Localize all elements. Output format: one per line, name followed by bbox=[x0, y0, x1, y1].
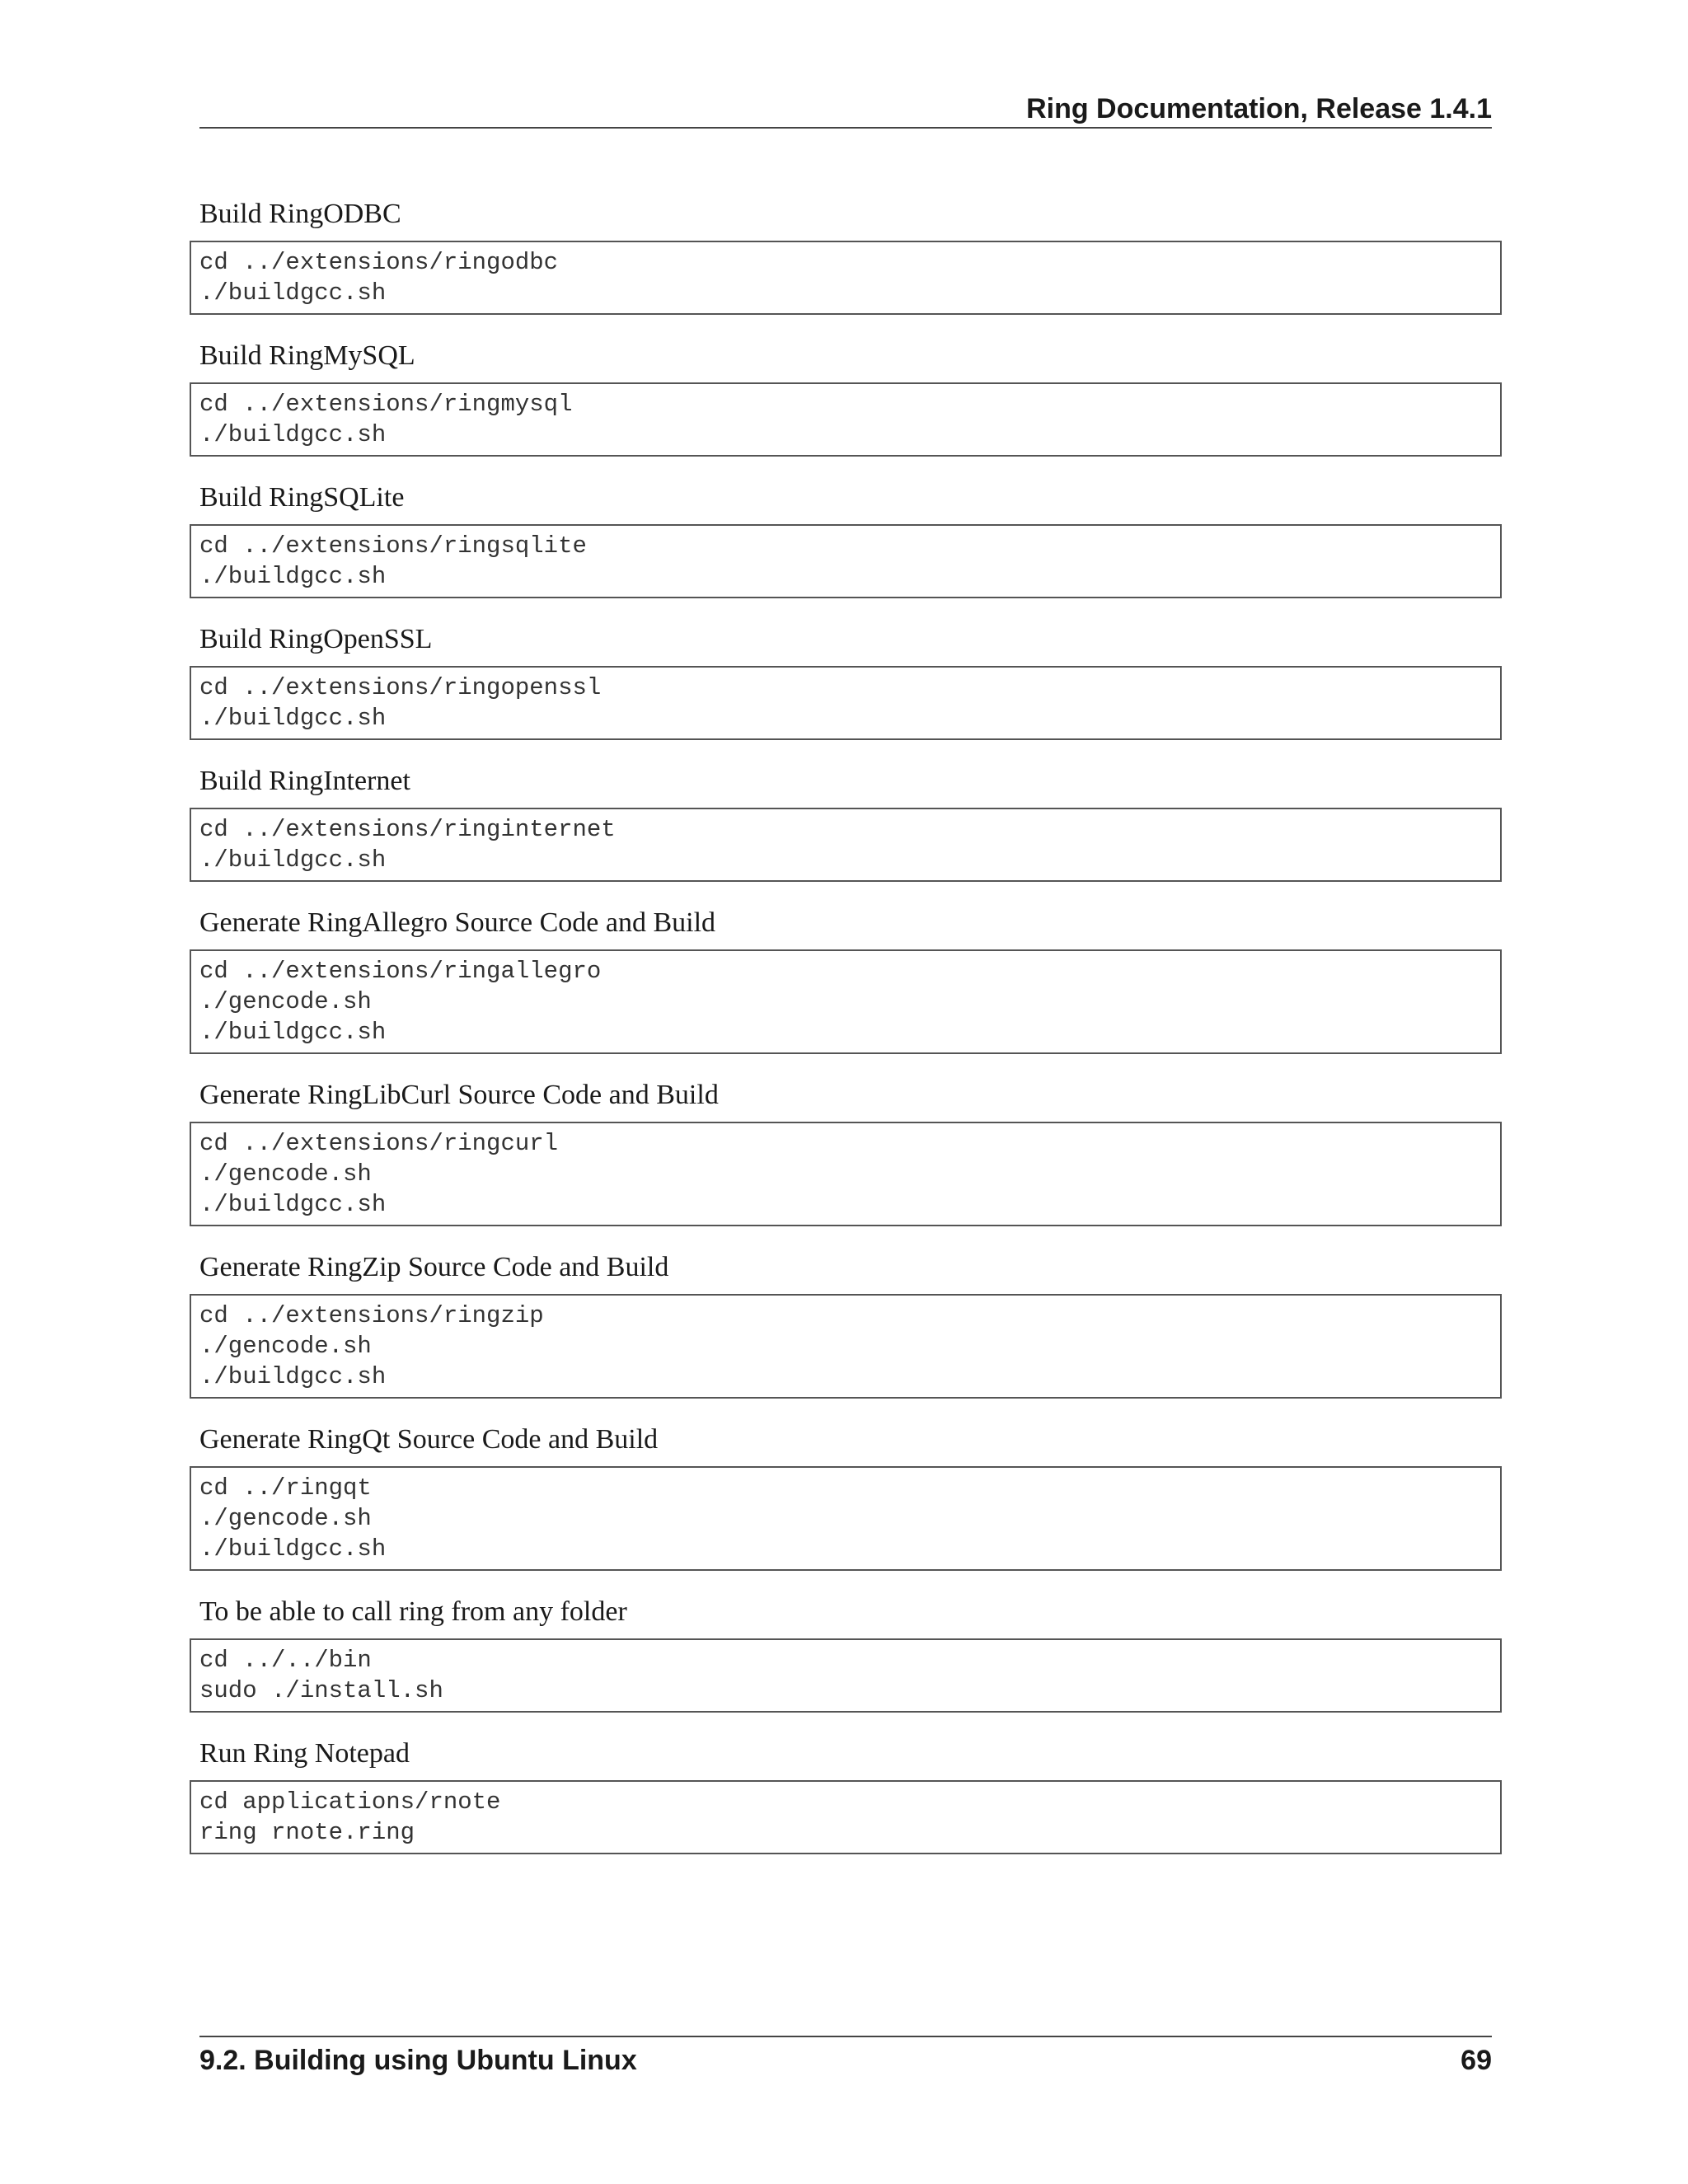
code-line: ./buildgcc.sh bbox=[199, 846, 387, 874]
section-label: Generate RingQt Source Code and Build bbox=[199, 1424, 659, 1455]
section-label: To be able to call ring from any folder bbox=[199, 1596, 627, 1627]
build-step-section bbox=[190, 340, 1502, 457]
section-label: Run Ring Notepad bbox=[199, 1738, 410, 1769]
code-line: cd ../extensions/ringinternet bbox=[199, 816, 616, 843]
code-line: cd ../extensions/ringopenssl bbox=[199, 674, 602, 701]
code-line: ./buildgcc.sh bbox=[199, 279, 387, 307]
build-step-section bbox=[190, 481, 1502, 598]
section-label: Generate RingZip Source Code and Build bbox=[199, 1252, 669, 1282]
build-step-section bbox=[190, 1079, 1502, 1226]
build-step-section bbox=[190, 765, 1502, 882]
code-line: ./gencode.sh bbox=[199, 1505, 372, 1532]
code-block bbox=[190, 1122, 1502, 1226]
section-label: Generate RingLibCurl Source Code and Build bbox=[199, 1080, 719, 1110]
section-label: Build RingMySQL bbox=[199, 340, 415, 371]
build-step-section bbox=[190, 198, 1502, 315]
code-line: ./gencode.sh bbox=[199, 1333, 372, 1360]
code-block bbox=[190, 949, 1502, 1054]
code-line: cd ../extensions/ringzip bbox=[199, 1302, 544, 1329]
code-block bbox=[190, 1638, 1502, 1713]
page-content bbox=[190, 198, 1502, 1879]
code-line: ./buildgcc.sh bbox=[199, 421, 387, 448]
code-block bbox=[190, 524, 1502, 598]
code-block bbox=[190, 1466, 1502, 1571]
document-title: Ring Documentation, Release 1.4.1 bbox=[1026, 93, 1492, 124]
code-line: ./gencode.sh bbox=[199, 988, 372, 1015]
build-step-section bbox=[190, 1251, 1502, 1399]
code-line: cd ../extensions/ringodbc bbox=[199, 249, 559, 276]
section-label: Build RingSQLite bbox=[199, 482, 405, 513]
code-line: ./buildgcc.sh bbox=[199, 563, 387, 590]
build-step-section bbox=[190, 907, 1502, 1054]
code-line: cd ../extensions/ringcurl bbox=[199, 1130, 559, 1157]
code-line: ./buildgcc.sh bbox=[199, 1191, 387, 1218]
build-step-section bbox=[190, 1596, 1502, 1713]
code-line: sudo ./install.sh bbox=[199, 1677, 443, 1704]
page-header bbox=[199, 89, 1492, 129]
code-line: cd applications/rnote bbox=[199, 1788, 501, 1816]
code-line: ./buildgcc.sh bbox=[199, 1535, 387, 1563]
code-line: ring rnote.ring bbox=[199, 1819, 415, 1846]
code-line: ./buildgcc.sh bbox=[199, 1363, 387, 1390]
code-line: ./buildgcc.sh bbox=[199, 1019, 387, 1046]
build-step-section bbox=[190, 623, 1502, 740]
code-line: cd ../extensions/ringsqlite bbox=[199, 532, 587, 560]
section-label: Build RingInternet bbox=[199, 766, 410, 796]
section-label: Build RingOpenSSL bbox=[199, 624, 433, 654]
section-label: Build RingODBC bbox=[199, 199, 401, 229]
code-line: cd ../../bin bbox=[199, 1647, 372, 1674]
build-step-section bbox=[190, 1423, 1502, 1571]
code-line: ./gencode.sh bbox=[199, 1160, 372, 1188]
code-block bbox=[190, 808, 1502, 882]
page-number: 69 bbox=[1461, 2045, 1492, 2076]
code-line: cd ../extensions/ringmysql bbox=[199, 391, 573, 418]
code-line: cd ../extensions/ringallegro bbox=[199, 958, 602, 985]
code-line: ./buildgcc.sh bbox=[199, 705, 387, 732]
page-footer bbox=[199, 2036, 1492, 2083]
code-block bbox=[190, 1294, 1502, 1399]
code-block bbox=[190, 382, 1502, 457]
build-step-section bbox=[190, 1737, 1502, 1854]
footer-section-title: 9.2. Building using Ubuntu Linux bbox=[199, 2045, 637, 2076]
code-block bbox=[190, 666, 1502, 740]
section-label: Generate RingAllegro Source Code and Build bbox=[199, 907, 716, 938]
code-line: cd ../ringqt bbox=[199, 1474, 372, 1502]
code-block bbox=[190, 1780, 1502, 1854]
code-block bbox=[190, 241, 1502, 315]
